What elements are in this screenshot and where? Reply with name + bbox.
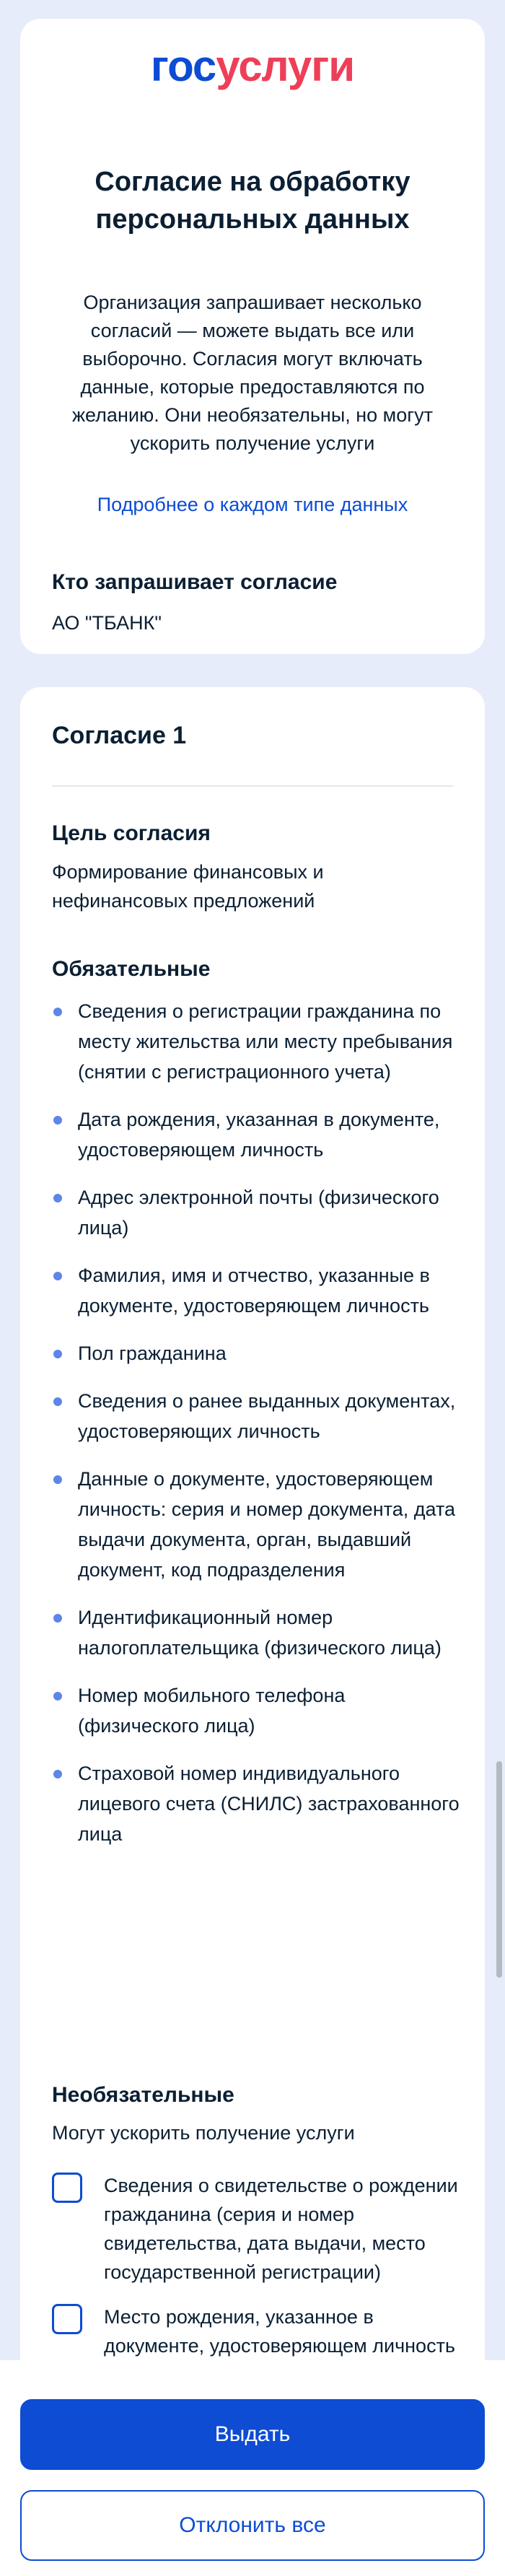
goal-text: Формирование финансовых и нефинансовых предложений <box>52 861 324 912</box>
consent-title: Согласие 1 <box>52 722 187 749</box>
bullet-icon <box>53 1475 62 1484</box>
list-item-text: Идентификационный номер налогоплательщика (физического лица) <box>78 1607 442 1659</box>
lead-text: Организация запрашивает несколько согласий — можете выдать все или выборочно. Согласия могут включать данные, которые предоставляются по желанию. Они необязательны, но могут ускорить получение услуги <box>72 292 433 454</box>
optional-heading: Необязательные <box>52 2083 234 2107</box>
list-item-text: Сведения о регистрации гражданина по месту жительства или месту пребывания (снятии с регистрационного учета) <box>78 1000 453 1083</box>
list-item <box>52 1680 463 1741</box>
list-item-text: Страховой номер индивидуального лицевого счета (СНИЛС) застрахованного лица <box>78 1763 460 1845</box>
action-footer <box>0 2360 505 2576</box>
optional-item <box>52 2302 463 2360</box>
list-item <box>52 1260 463 1321</box>
bullet-icon <box>53 1397 62 1406</box>
issue-button[interactable]: Выдать <box>20 2399 485 2470</box>
optional-item-label: Место рождения, указанное в документе, удостоверяющем личность <box>104 2306 456 2357</box>
list-item <box>52 1602 463 1663</box>
optional-item <box>52 2171 463 2287</box>
goal-heading: Цель согласия <box>52 821 211 845</box>
page-title: Согласие на обработку персональных данных <box>95 167 410 235</box>
list-item <box>52 1758 463 1849</box>
bullet-icon <box>53 1194 62 1202</box>
list-item <box>52 1104 463 1165</box>
bullet-icon <box>53 1614 62 1623</box>
consent-checkbox[interactable] <box>52 2304 82 2334</box>
list-item <box>52 1386 463 1446</box>
consent-card <box>20 687 485 2576</box>
list-item-text: Данные о документе, удостоверяющем личность: серия и номер документа, дата выдачи документа, орган, выдавший документ, код подразделения <box>78 1468 456 1581</box>
list-item <box>52 1182 463 1243</box>
list-item-text: Номер мобильного телефона (физического лица) <box>78 1685 346 1737</box>
gosuslugi-logo <box>20 42 485 90</box>
logo-part-gos: гос <box>150 42 216 90</box>
mandatory-heading: Обязательные <box>52 957 211 981</box>
requester-name: АО "ТБАНК" <box>52 612 162 634</box>
requester-heading: Кто запрашивает согласие <box>52 570 338 594</box>
data-types-link[interactable]: Подробнее о каждом типе данных <box>97 494 408 515</box>
list-item-text: Адрес электронной почты (физического лица) <box>78 1187 439 1239</box>
bullet-icon <box>53 1272 62 1280</box>
bullet-icon <box>53 1770 62 1778</box>
list-item <box>52 1464 463 1585</box>
bullet-icon <box>53 1350 62 1358</box>
divider <box>52 785 453 787</box>
decline-all-button[interactable]: Отклонить все <box>20 2490 485 2561</box>
list-item <box>52 1338 463 1368</box>
consent-checkbox[interactable] <box>52 2173 82 2203</box>
mandatory-list <box>52 996 463 1866</box>
list-item <box>52 996 463 1087</box>
optional-item-label: Сведения о свидетельстве о рождении гражданина (серия и номер свидетельства, дата выдачи, место государственной регистрации) <box>104 2175 458 2283</box>
bullet-icon <box>53 1116 62 1125</box>
list-item-text: Пол гражданина <box>78 1342 227 1364</box>
optional-subtitle: Могут ускорить получение услуги <box>52 2122 355 2144</box>
list-item-text: Фамилия, имя и отчество, указанные в документе, удостоверяющем личность <box>78 1265 430 1317</box>
list-item-text: Сведения о ранее выданных документах, удостоверяющих личность <box>78 1390 456 1442</box>
bullet-icon <box>53 1008 62 1016</box>
header-card <box>20 19 485 654</box>
scrollbar-thumb[interactable] <box>496 1761 502 1978</box>
logo-part-uslugi: услуги <box>216 42 355 90</box>
list-item-text: Дата рождения, указанная в документе, удостоверяющем личность <box>78 1109 440 1161</box>
bullet-icon <box>53 1692 62 1700</box>
optional-list <box>52 2171 463 2376</box>
